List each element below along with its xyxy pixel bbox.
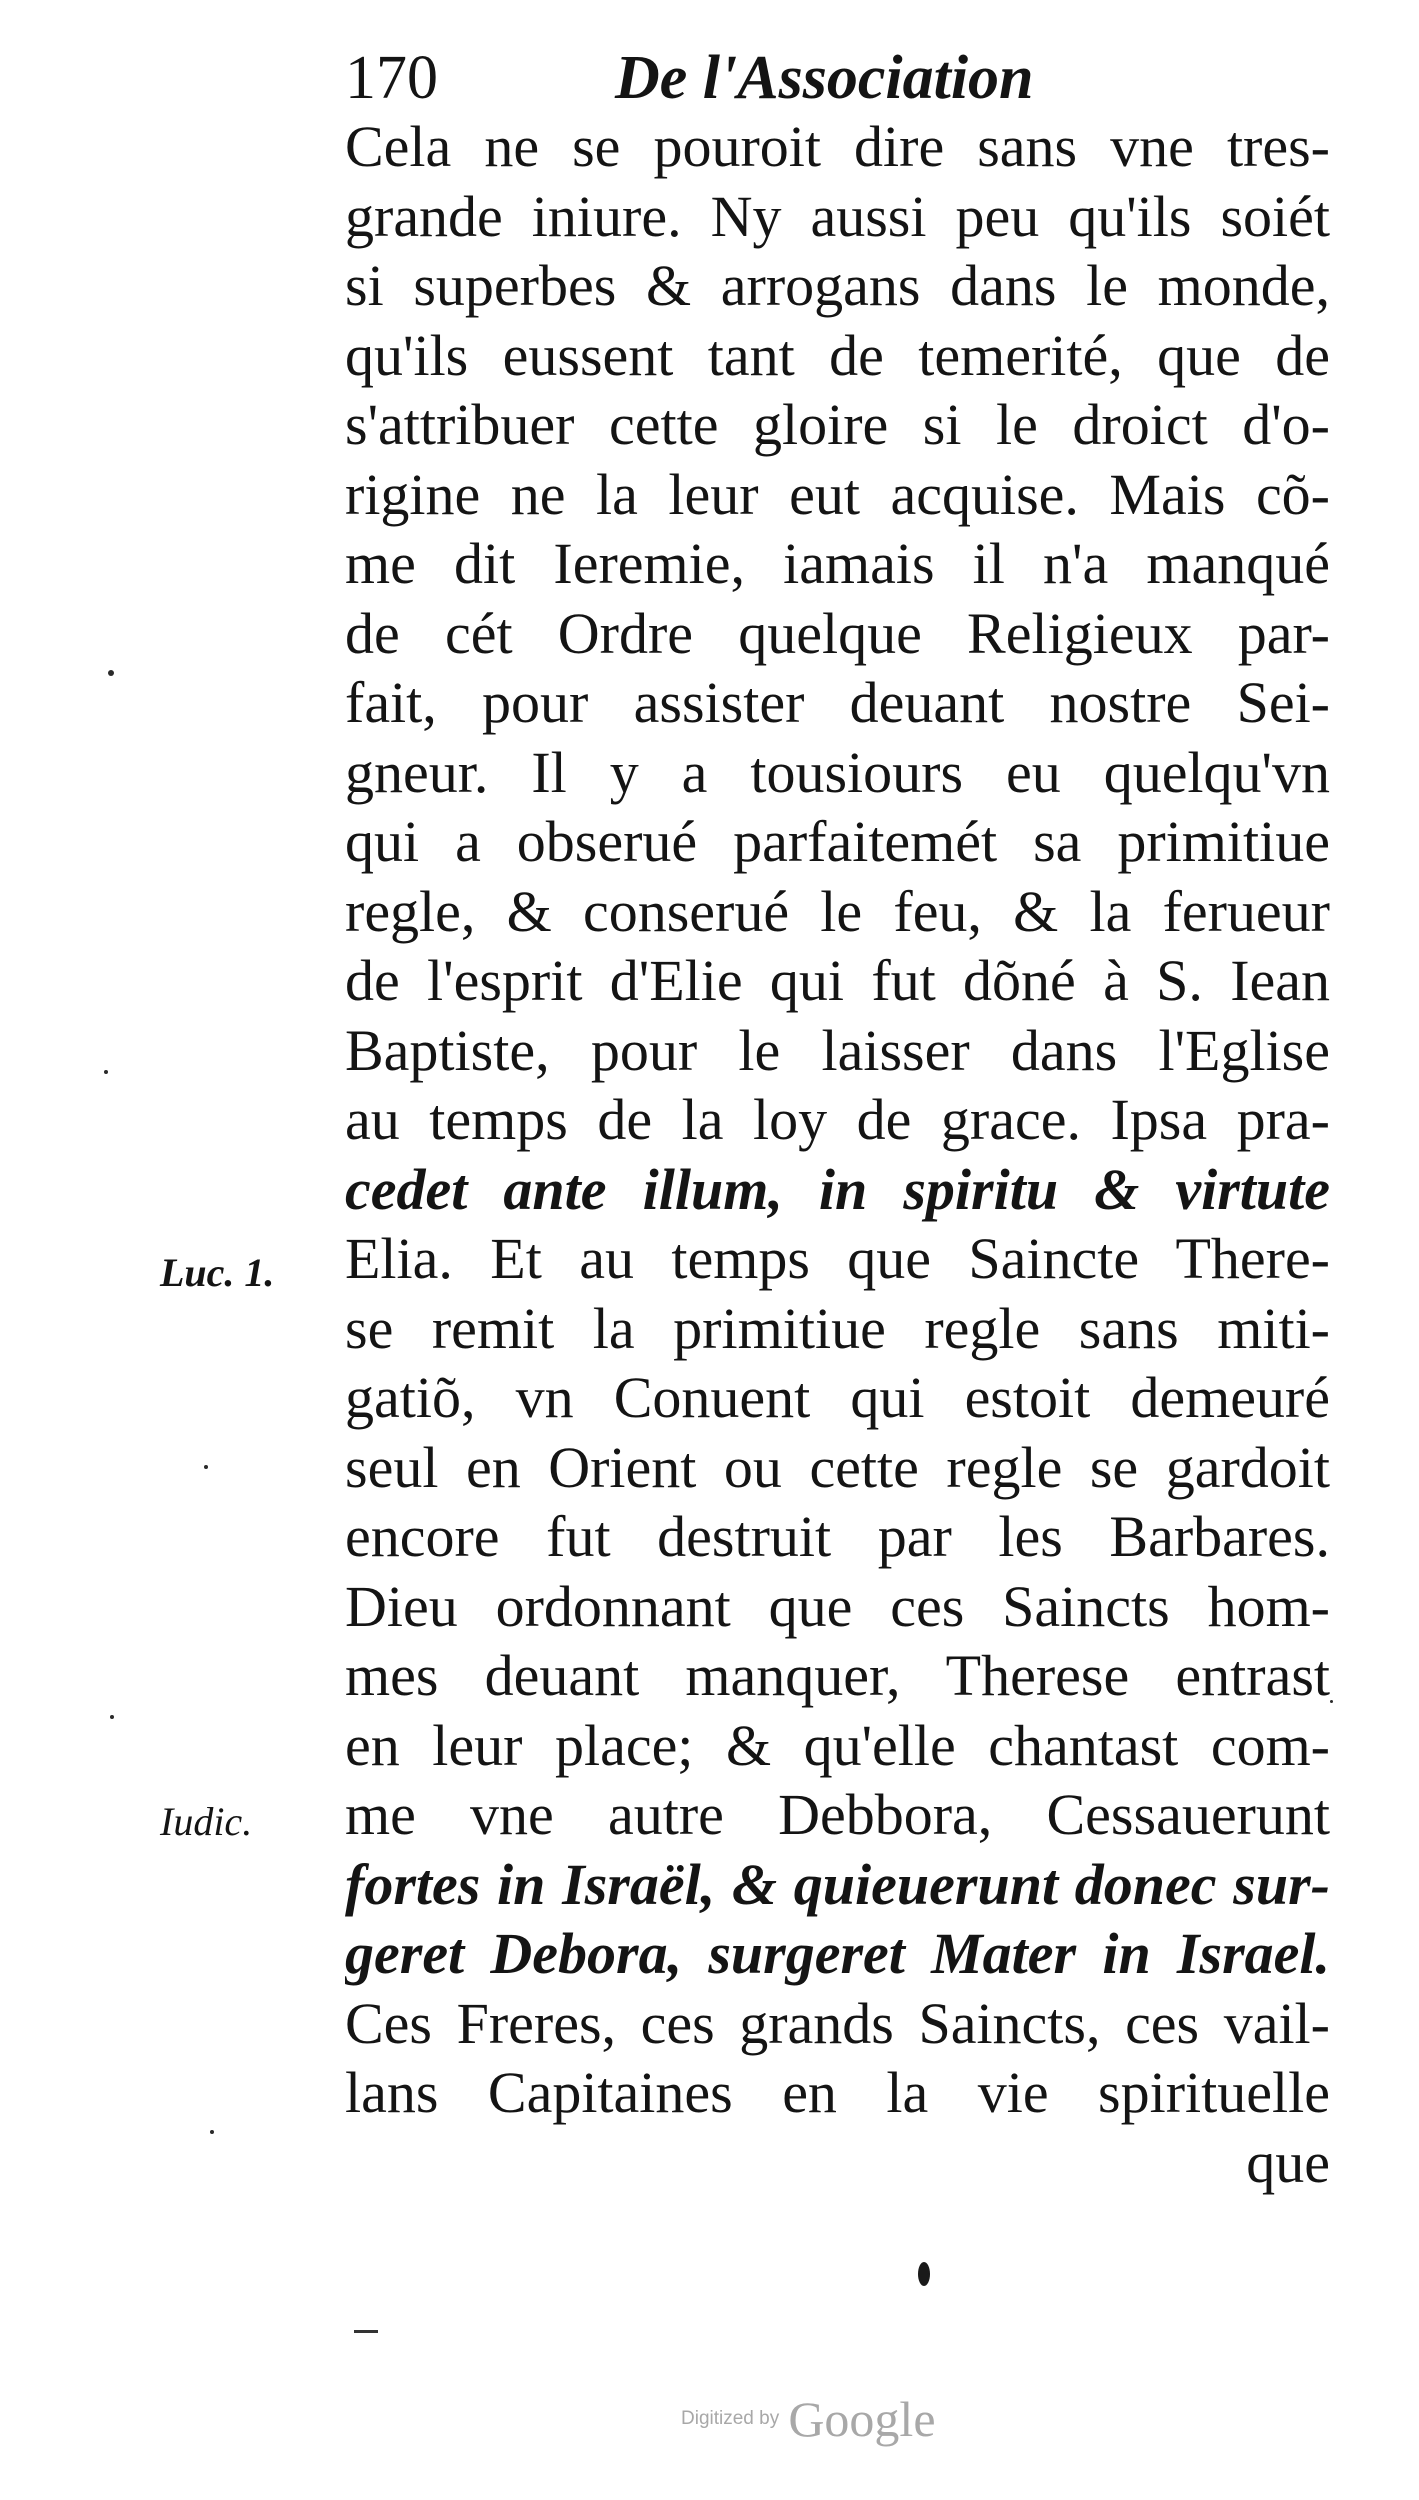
text-line: qui a obserué parfaitemét sa primitiue	[345, 809, 1330, 874]
scan-speck	[210, 2130, 214, 2134]
signature-mark	[918, 2262, 930, 2286]
scan-speck	[1330, 1700, 1333, 1703]
text-line: de cét Ordre quelque Religieux par-	[345, 600, 1330, 666]
text-line: fortes in Israël, & quieuerunt donec sur-	[345, 1851, 1330, 1917]
text-line: cedet ante illum, in spiritu & virtute	[345, 1156, 1330, 1222]
running-title: De l'Association	[615, 44, 1034, 112]
text-line: geret Debora, surgeret Mater in Israel.	[345, 1921, 1330, 1986]
text-line: fait, pour assister deuant nostre Sei-	[345, 670, 1330, 735]
text-line: que	[1246, 2129, 1330, 2195]
scan-mark	[354, 2330, 378, 2333]
text-line: Baptiste, pour le laisser dans l'Eglise	[345, 1017, 1330, 1083]
margin-note-luc: Luc. 1.	[160, 1250, 275, 1295]
text-line: grande iniure. Ny aussi peu qu'ils soiét	[345, 183, 1330, 249]
scan-speck	[108, 670, 114, 676]
text-line: rigine ne la leur eut acquise. Mais cõ-	[345, 461, 1330, 527]
text-line: Dieu ordonnant que ces Saincts hom-	[345, 1573, 1330, 1639]
page-header	[345, 38, 1325, 118]
text-line: gatiõ, vn Conuent qui estoit demeuré	[345, 1365, 1330, 1430]
scan-speck	[204, 1465, 208, 1469]
text-line: en leur place; & qu'elle chantast com-	[345, 1712, 1330, 1778]
text-line: me vne autre Debbora, Cessauerunt	[345, 1782, 1330, 1847]
text-line: qu'ils eussent tant de temerité, que de	[345, 322, 1330, 388]
text-line: me dit Ieremie, iamais il n'a manqué	[345, 531, 1330, 596]
text-line: gneur. Il y a tousiours eu quelqu'vn	[345, 739, 1330, 805]
scan-speck	[104, 1070, 108, 1074]
text-line: si superbes & arrogans dans le monde,	[345, 253, 1330, 318]
text-line: au temps de la loy de grace. Ipsa pra-	[345, 1087, 1330, 1152]
text-line: se remit la primitiue regle sans miti-	[345, 1295, 1330, 1361]
text-line: Elia. Et au temps que Saincte There-	[345, 1226, 1330, 1291]
page-number: 170	[345, 44, 438, 112]
text-line: lans Capitaines en la vie spirituelle	[345, 2060, 1330, 2125]
text-line: regle, & conserué le feu, & la ferueur	[345, 878, 1330, 944]
watermark-prefix: Digitized by	[681, 2408, 780, 2429]
text-line: seul en Orient ou cette regle se gardoit	[345, 1434, 1330, 1500]
text-line: de l'esprit d'Elie qui fut dõné à S. Iean	[345, 948, 1330, 1013]
text-line: s'attribuer cette gloire si le droict d'o-	[345, 392, 1330, 457]
text-line: mes deuant manquer, Therese entrast	[345, 1643, 1330, 1708]
margin-note-iudic: Iudic.	[160, 1799, 253, 1844]
digitized-watermark	[681, 2390, 936, 2450]
text-line: Cela ne se pouroit dire sans vne tres-	[345, 114, 1330, 179]
body-text	[345, 112, 1330, 2197]
scan-speck	[110, 1715, 114, 1719]
text-line: Ces Freres, ces grands Saincts, ces vail-	[345, 1990, 1330, 2056]
watermark-brand: Google	[788, 2391, 936, 2447]
text-line: encore fut destruit par les Barbares.	[345, 1504, 1330, 1569]
